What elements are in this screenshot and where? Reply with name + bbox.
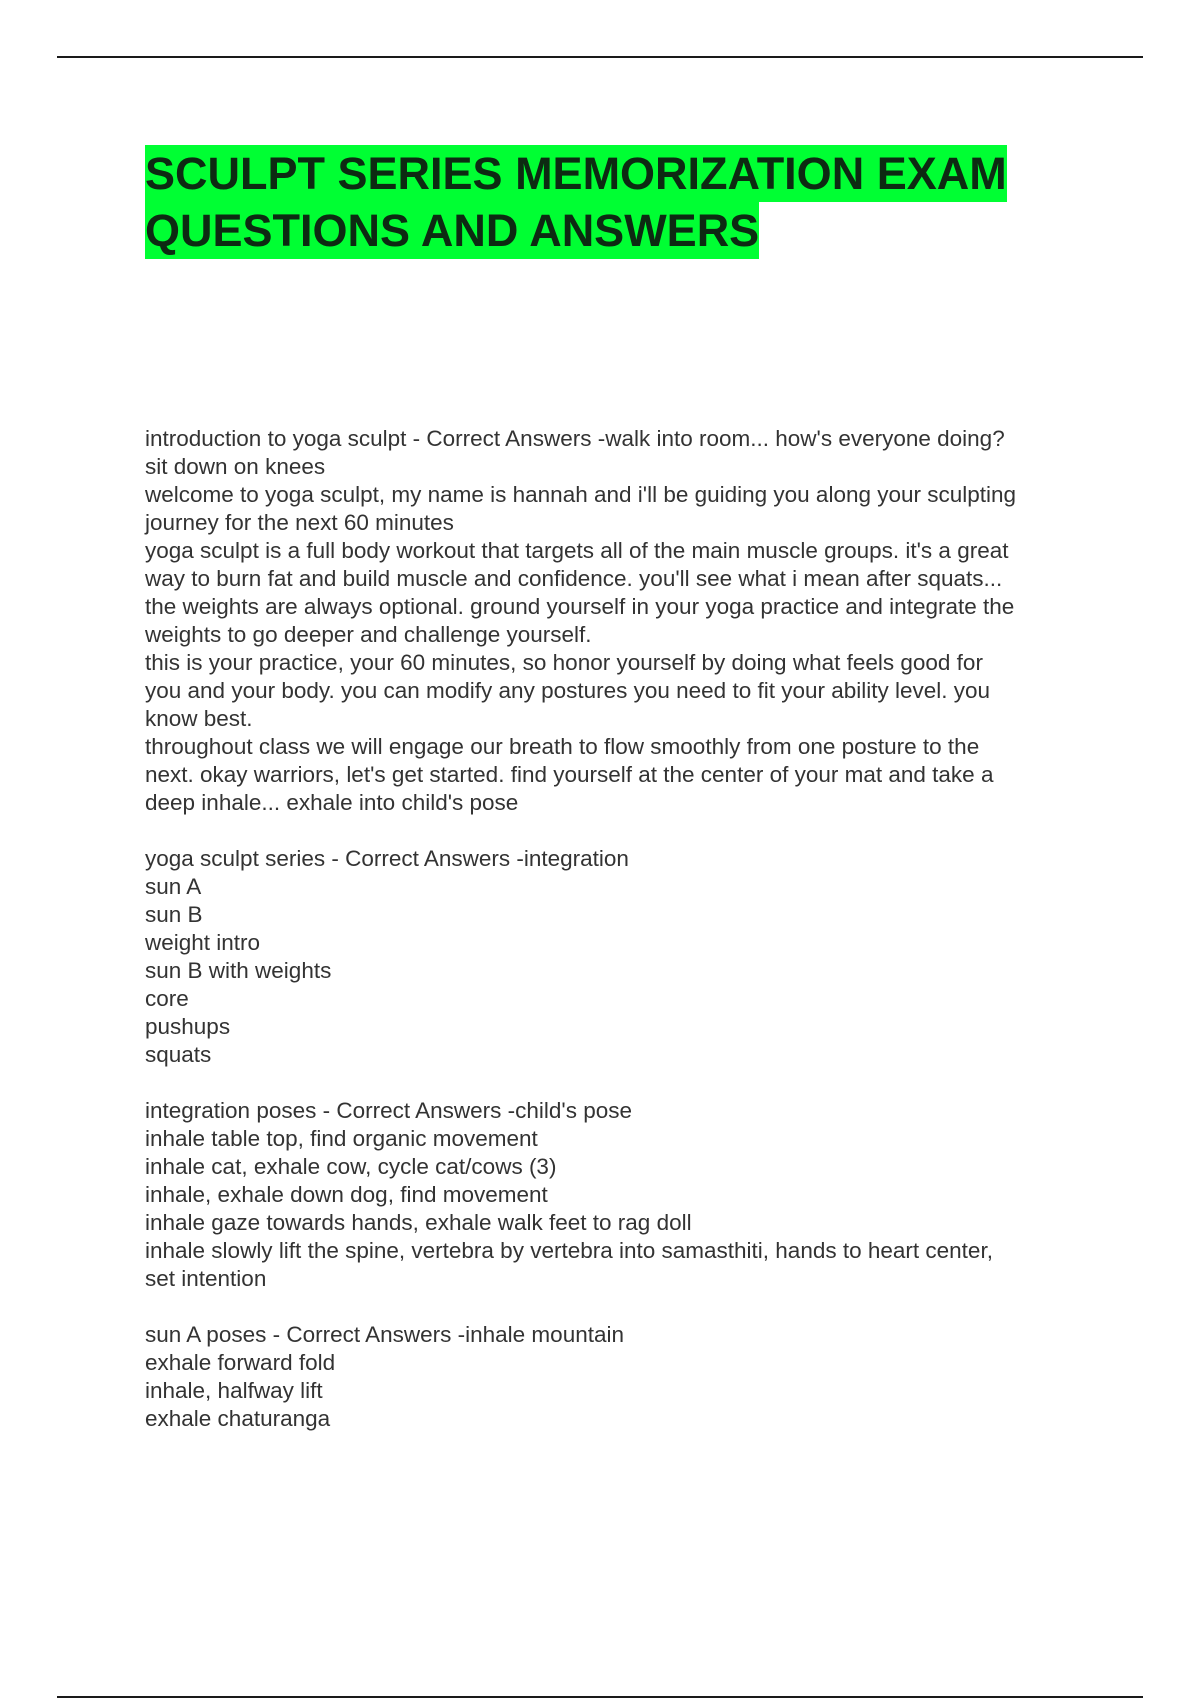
text-line: this is your practice, your 60 minutes, so honor yourself by doing what feels good for (145, 650, 983, 675)
text-line: exhale forward fold (145, 1350, 336, 1375)
text-line: set intention (145, 1266, 267, 1291)
text-line: welcome to yoga sculpt, my name is hannah and i'll be guiding you along your sculpting (145, 482, 1017, 507)
text-line: journey for the next 60 minutes (145, 510, 454, 535)
title-line-1: SCULPT SERIES MEMORIZATION EXAM (145, 145, 1007, 202)
text-line: core (145, 986, 189, 1011)
text-line: the weights are always optional. ground yourself in your yoga practice and integrate the (145, 594, 1015, 619)
text-line: introduction to yoga sculpt - Correct Answers -walk into room... how's everyone doing? (145, 426, 1005, 451)
text-line: sun A poses - Correct Answers -inhale mountain (145, 1322, 624, 1347)
text-line: you and your body. you can modify any postures you need to fit your ability level. you (145, 678, 991, 703)
page-title (145, 145, 1105, 259)
text-line: inhale, exhale down dog, find movement (145, 1182, 548, 1207)
text-line: inhale cat, exhale cow, cycle cat/cows (3) (145, 1154, 557, 1179)
text-line: inhale gaze towards hands, exhale walk feet to rag doll (145, 1210, 692, 1235)
text-line: integration poses - Correct Answers -child's pose (145, 1098, 633, 1123)
bottom-rule (57, 1696, 1143, 1698)
text-line: weight intro (145, 930, 261, 955)
title-line-2: QUESTIONS AND ANSWERS (145, 202, 759, 259)
text-line: exhale chaturanga (145, 1406, 331, 1431)
text-line: yoga sculpt series - Correct Answers -integration (145, 846, 629, 871)
text-line: sun B (145, 902, 203, 927)
qa-entry-introduction (145, 425, 1085, 817)
text-line: squats (145, 1042, 212, 1067)
text-line: way to burn fat and build muscle and confidence. you'll see what i mean after squats... (145, 566, 1003, 591)
text-line: weights to go deeper and challenge yourself. (145, 622, 592, 647)
text-line: deep inhale... exhale into child's pose (145, 790, 519, 815)
qa-entry-sculpt-series (145, 845, 1085, 1069)
text-line: sit down on knees (145, 454, 326, 479)
qa-entry-sun-a-poses (145, 1321, 1085, 1433)
text-line: throughout class we will engage our breath to flow smoothly from one posture to the (145, 734, 980, 759)
text-line: sun A (145, 874, 202, 899)
qa-entry-integration-poses (145, 1097, 1085, 1293)
text-line: sun B with weights (145, 958, 332, 983)
text-line: pushups (145, 1014, 231, 1039)
top-rule (57, 56, 1143, 58)
text-line: inhale slowly lift the spine, vertebra by vertebra into samasthiti, hands to heart center, (145, 1238, 993, 1263)
qa-content (145, 425, 1085, 1461)
text-line: know best. (145, 706, 253, 731)
text-line: inhale, halfway lift (145, 1378, 323, 1403)
text-line: inhale table top, find organic movement (145, 1126, 538, 1151)
text-line: next. okay warriors, let's get started. find yourself at the center of your mat and take a (145, 762, 994, 787)
text-line: yoga sculpt is a full body workout that targets all of the main muscle groups. it's a great (145, 538, 1009, 563)
